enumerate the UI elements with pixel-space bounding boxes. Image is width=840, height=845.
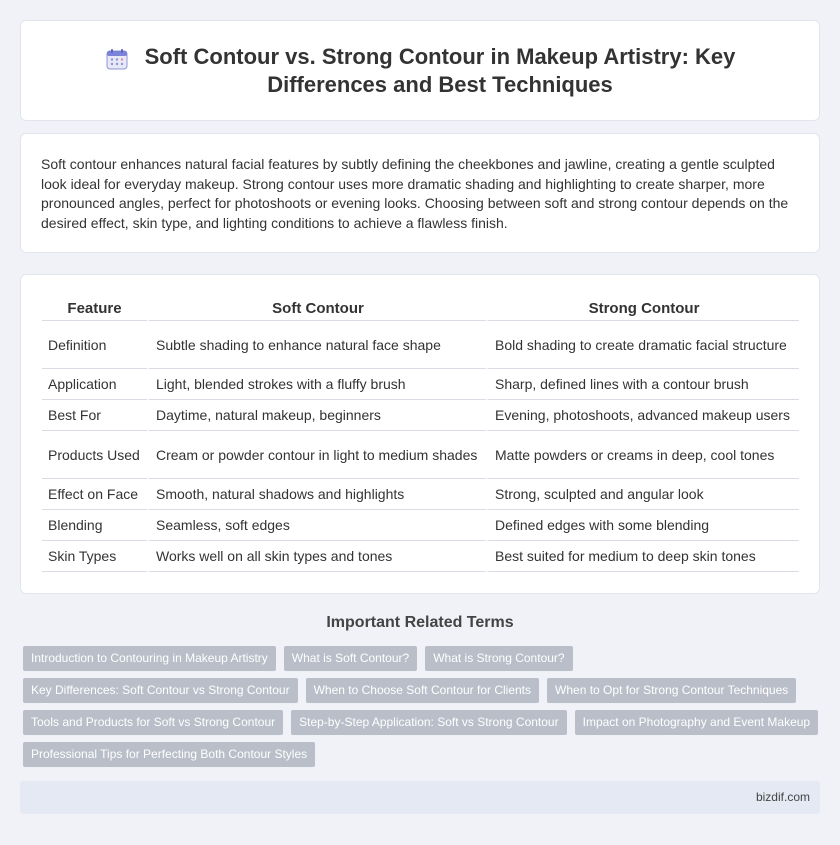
row-soft: Smooth, natural shadows and highlights xyxy=(147,479,486,510)
related-term-link[interactable]: What is Soft Contour? xyxy=(284,646,417,671)
related-term-link[interactable]: Step-by-Step Application: Soft vs Strong Contour xyxy=(291,710,566,735)
related-terms-title: Important Related Terms xyxy=(326,614,514,631)
header-strong-contour: Strong Contour xyxy=(486,294,799,321)
row-strong: Best suited for medium to deep skin tones xyxy=(486,541,799,572)
row-strong: Sharp, defined lines with a contour brush xyxy=(486,369,799,400)
related-term-link[interactable]: When to Choose Soft Contour for Clients xyxy=(306,678,539,703)
related-term-link[interactable]: When to Opt for Strong Contour Techniques xyxy=(547,678,796,703)
row-feature: Application xyxy=(42,369,147,400)
row-soft: Seamless, soft edges xyxy=(147,510,486,541)
page-title: Soft Contour vs. Strong Contour in Makeup Artistry: Key Differences and Best Techniques xyxy=(144,43,736,97)
related-term-link[interactable]: Impact on Photography and Event Makeup xyxy=(575,710,818,735)
tag-row xyxy=(23,646,823,671)
title-card xyxy=(20,20,820,121)
comparison-table xyxy=(42,294,799,572)
related-term-link[interactable]: Introduction to Contouring in Makeup Artistry xyxy=(23,646,276,671)
row-strong: Matte powders or creams in deep, cool tones xyxy=(486,431,799,479)
row-strong: Evening, photoshoots, advanced makeup users xyxy=(486,400,799,431)
table-header-row xyxy=(42,294,799,321)
row-feature: Definition xyxy=(42,321,147,369)
row-feature: Skin Types xyxy=(42,541,147,572)
related-term-link[interactable]: Tools and Products for Soft vs Strong Contour xyxy=(23,710,283,735)
intro-card xyxy=(20,133,820,253)
intro-paragraph: Soft contour enhances natural facial features by subtly defining the cheekbones and jawline, creating a gentle sculpted look ideal for everyday makeup. Strong contour uses more dramatic shading and highlighting to create sharper, more pronounced angles, perfect for photoshoots or evening looks. Choosing between soft and strong contour depends on the desired effect, skin type, and lighting conditions to achieve a flawless finish. xyxy=(41,156,789,231)
row-soft: Daytime, natural makeup, beginners xyxy=(147,400,486,431)
row-strong: Strong, sculpted and angular look xyxy=(486,479,799,510)
table-row xyxy=(42,431,799,479)
footer xyxy=(20,781,820,814)
table-row xyxy=(42,321,799,369)
related-term-link[interactable]: Key Differences: Soft Contour vs Strong Contour xyxy=(23,678,298,703)
table-row xyxy=(42,369,799,400)
related-term-link[interactable]: Professional Tips for Perfecting Both Contour Styles xyxy=(23,742,315,767)
row-feature: Best For xyxy=(42,400,147,431)
comparison-card xyxy=(20,274,820,594)
related-terms-tags xyxy=(23,646,823,774)
row-feature: Effect on Face xyxy=(42,479,147,510)
row-soft: Light, blended strokes with a fluffy brush xyxy=(147,369,486,400)
header-soft-contour: Soft Contour xyxy=(147,294,486,321)
row-soft: Subtle shading to enhance natural face shape xyxy=(147,321,486,369)
row-soft: Works well on all skin types and tones xyxy=(147,541,486,572)
row-strong: Defined edges with some blending xyxy=(486,510,799,541)
site-name[interactable]: bizdif.com xyxy=(755,790,810,804)
tag-row xyxy=(23,710,823,735)
row-feature: Blending xyxy=(42,510,147,541)
related-term-link[interactable]: What is Strong Contour? xyxy=(425,646,572,671)
row-soft: Cream or powder contour in light to medium shades xyxy=(147,431,486,479)
row-strong: Bold shading to create dramatic facial structure xyxy=(486,321,799,369)
table-row xyxy=(42,400,799,431)
tag-row xyxy=(23,678,823,703)
table-row xyxy=(42,541,799,572)
tag-row xyxy=(23,742,823,767)
table-row xyxy=(42,479,799,510)
table-row xyxy=(42,510,799,541)
header-feature: Feature xyxy=(42,294,147,321)
row-feature: Products Used xyxy=(42,431,147,479)
